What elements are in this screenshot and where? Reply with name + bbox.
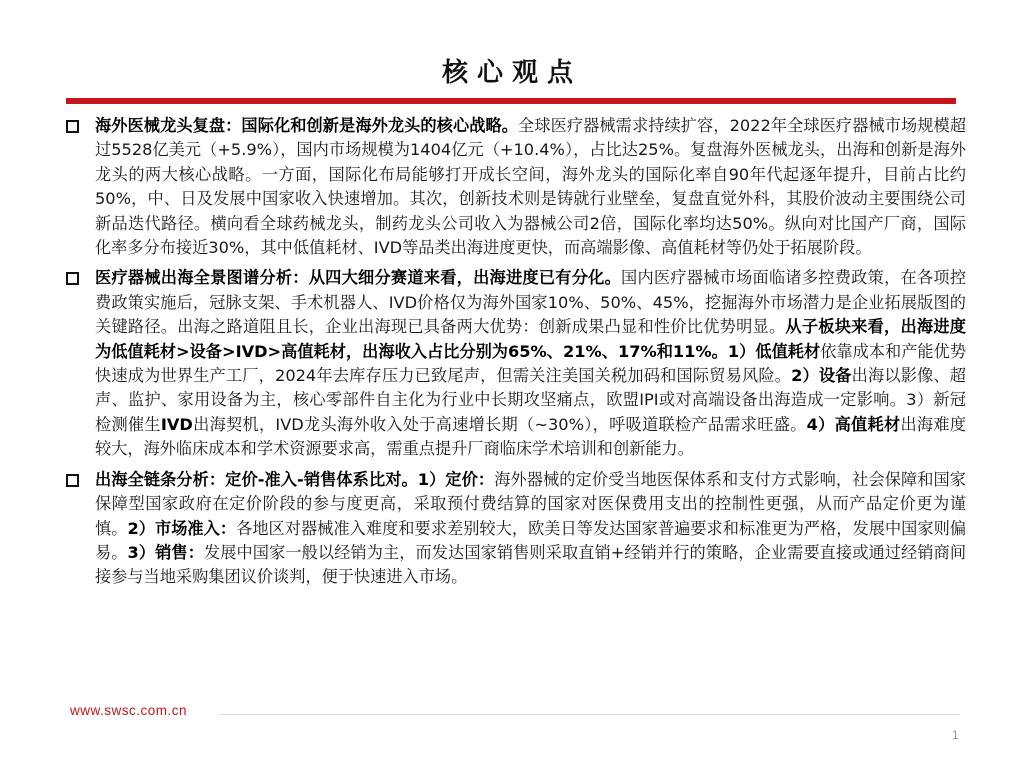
footer-website-link[interactable]: www.swsc.com.cn [70,703,188,718]
main-content [60,114,966,596]
bullet-text: 海外器械的定价受当地医保体系和支付方式影响，社会保障和国家保障型国家政府在定价阶段的参与度更高，采取预付费结算的国家对医保费用支出的控制性更强，从而产品定价更为谨慎。 [95,469,966,538]
bullet-emphasis: 2）设备 [791,366,852,386]
bullet-heading: 出海全链条分析：定价-准入-销售体系比对。1）定价： [95,469,495,489]
bullet-panorama-analysis [60,266,966,461]
bullet-chain-analysis [60,468,966,590]
page-title: 核心观点 [441,58,582,88]
bullet-heading: 医疗器械出海全景图谱分析：从四大细分赛道来看，出海进度已有分化。 [95,268,622,288]
title-underline [66,98,956,104]
bullet-overseas-leaders [60,114,966,260]
bullet-text: 出海契机，IVD龙头海外收入处于高速增长期（~30%），呼吸道联检产品需求旺盛。 [192,414,807,434]
bullet-emphasis: 2）市场准入： [127,518,237,538]
bullet-emphasis: 3）销售： [127,542,204,562]
bullet-heading: 海外医械龙头复盘：国际化和创新是海外龙头的核心战略。 [95,116,519,135]
checkbox-bullet-icon [66,474,79,487]
bullet-emphasis: IVD [160,414,193,434]
bullet-emphasis: 4）高值耗材 [806,414,901,434]
bullet-text: 出海以影像、超声、监护、家用设备为主，核心零部件自主化为行业中长期攻坚痛点，欧盟IPI或对高端设备出海造成一定影响。3）新冠检测催生 [95,366,966,434]
bullet-text: 出海难度较大，海外临床成本和学术资源要求高，需重点提升厂商临床学术培训和创新能力。 [95,414,967,459]
bullet-emphasis: 从子板块来看，出海进度为低值耗材>设备>IVD>高值耗材，出海收入占比分别为65%、21%、17%和11%。1）低值耗材 [95,317,966,361]
checkbox-bullet-icon [66,272,79,285]
bullet-text: 全球医疗器械需求持续扩容，2022年全球医疗器械市场规模超过5528亿美元（+5.9%），国内市场规模为1404亿元（+10.4%），占比达25%。复盘海外医械龙头，出海和创新是海外龙头的两大核心战略。一方面，国际化布局能够打开成长空间，海外龙头的国际化率自90年代起逐年提升，目前占比约50%，中、日及发展中国家收入快速增加。其次，创新技术则是铸就行业壁垒，复盘直觉外科，其股价波动主要围绕公司新品迭代路径。横向看全球药械龙头，制药龙头公司收入为器械公司2倍，国际化率均达50%。纵向对比国产厂商，国际化率多分布接近30%，其中低值耗材、IVD等品类出海进度更快，而高端影像、高值耗材等仍处于拓展阶段。 [95,116,967,258]
bullet-text: 发展中国家一般以经销为主，而发达国家销售则采取直销+经销并行的策略，企业需要直接或通过经销商间接参与当地采购集团议价谈判，便于快速进入市场。 [95,542,967,587]
footer-divider [220,714,960,715]
bullet-text: 国内医疗器械市场面临诸多控费政策，在各项控费政策实施后，冠脉支架、手术机器人、IVD价格仅为海外国家10%、50%、45%，挖掘海外市场潜力是企业拓展版图的关键路径。出海之路道阻且长，企业出海现已具备两大优势：创新成果凸显和性价比优势明显。 [95,268,967,337]
bullet-text: 各地区对器械准入难度和要求差别较大，欧美日等发达国家普遍要求和标准更为严格，发展中国家则偏易。 [95,518,967,562]
page-number: 1 [952,728,959,742]
checkbox-bullet-icon [66,120,79,133]
bullet-text: 依靠成本和产能优势快速成为世界生产工厂，2024年去库存压力已致尾声，但需关注美国关税加码和国际贸易风险。 [95,341,967,386]
